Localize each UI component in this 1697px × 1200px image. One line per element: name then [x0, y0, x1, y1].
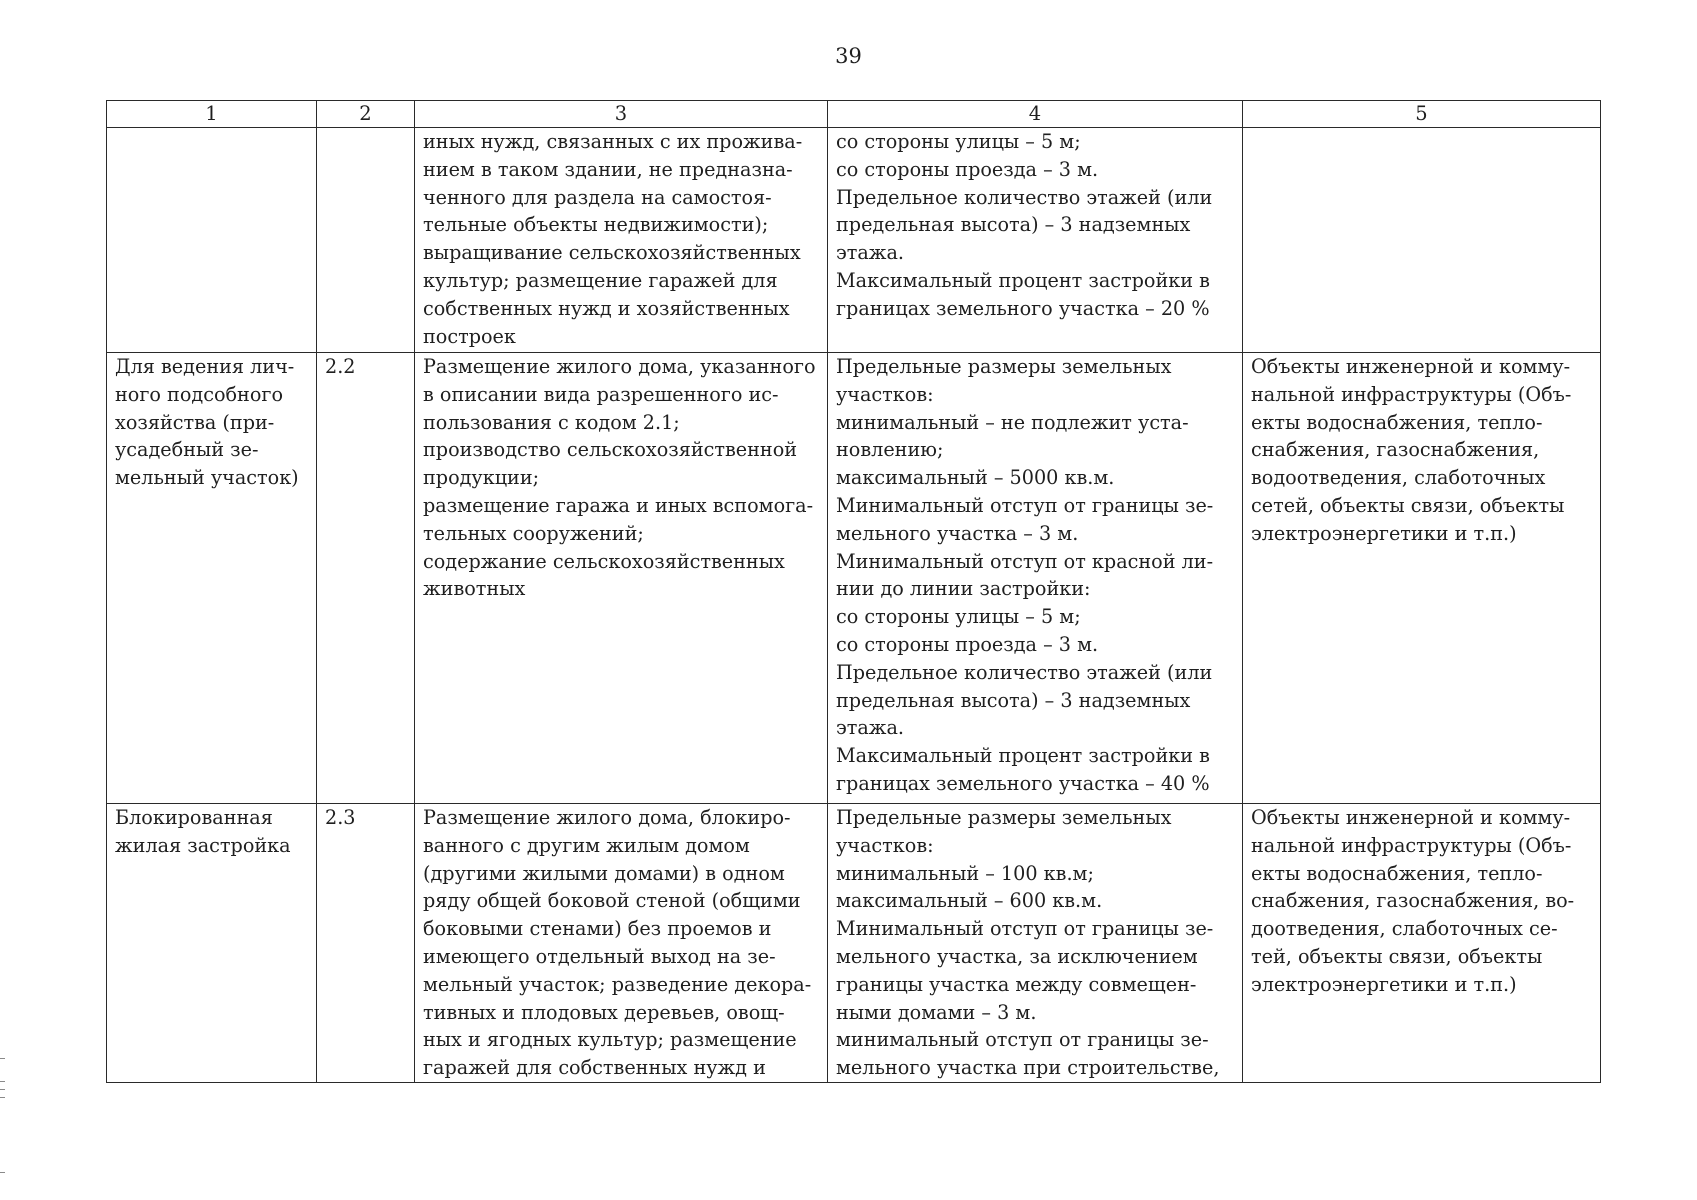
utilities-cell: Объекты инженерной и комму- нальной инфраструктуры (Объ- екты водоснабжения, тепло- снабжения, газоснабжения, водоотведения, слаботочных сетей, объекты связи, объекты электроэнергетики и т.п.) [1243, 353, 1601, 804]
use-name-cell: Для ведения лич- ного подсобного хозяйства (при- усадебный зе- мельный участок) [107, 353, 317, 804]
use-description-cell: Размещение жилого дома, блокиро- ванного с другим жилым домом (другими жилыми домами) в одном ряду общей боковой стеной (общими боковыми стенами) без проемов и имеющего отдельный выход на зе- мельный участок; разведение декора- тивных и плодовых деревьев, овощ- ных и ягодных культур; размещение гаражей для собственных нужд и [415, 804, 828, 1083]
use-code-cell: 2.3 [317, 804, 415, 1083]
parameters-cell: со стороны улицы – 5 м; со стороны проезда – 3 м. Предельное количество этажей (или предельная высота) – 3 надземных этажа. Максимальный процент застройки в границах земельного участка – 20 % [828, 128, 1243, 353]
scan-margin-mark [0, 1172, 5, 1173]
parameters-cell: Предельные размеры земельных участков: минимальный – 100 кв.м; максимальный – 600 кв.м. Минимальный отступ от границы зе- мельного участка, за исключением границы участка между совмещен- ными домами – 3 м. минимальный отступ от границы зе- мельного участка при строительстве, [828, 804, 1243, 1083]
parameters-cell: Предельные размеры земельных участков: минимальный – не подлежит уста- новлению; максимальный – 5000 кв.м. Минимальный отступ от границы зе- мельного участка – 3 м. Минимальный отступ от красной ли- нии до линии застройки: со стороны улицы – 5 м; со стороны проезда – 3 м. Предельное количество этажей (или предельная высота) – 3 надземных этажа. Максимальный процент застройки в границах земельного участка – 40 % [828, 353, 1243, 804]
column-header: 4 [828, 101, 1243, 128]
table-row [107, 804, 1601, 1083]
table-row [107, 128, 1601, 353]
use-name-cell [107, 128, 317, 353]
scan-margin-mark [0, 1058, 5, 1059]
column-header: 3 [415, 101, 828, 128]
use-description-cell: иных нужд, связанных с их прожива- нием в таком здании, не предназна- ченного для раздела на самостоя- тельные объекты недвижимости); выращивание сельскохозяйственных культур; размещение гаражей для собственных нужд и хозяйственных построек [415, 128, 828, 353]
utilities-cell [1243, 128, 1601, 353]
scan-margin-mark [0, 1081, 5, 1082]
utilities-cell: Объекты инженерной и комму- нальной инфраструктуры (Объ- екты водоснабжения, тепло- снабжения, газоснабжения, во- доотведения, слаботочных се- тей, объекты связи, объекты электроэнергетики и т.п.) [1243, 804, 1601, 1083]
table-header-row [107, 101, 1601, 128]
use-description-cell: Размещение жилого дома, указанного в описании вида разрешенного ис- пользования с кодом 2.1; производство сельскохозяйственной продукции; размещение гаража и иных вспомога- тельных сооружений; содержание сельскохозяйственных животных [415, 353, 828, 804]
use-code-cell [317, 128, 415, 353]
zoning-table [106, 100, 1601, 1083]
column-header: 2 [317, 101, 415, 128]
scan-margin-mark [0, 1097, 5, 1098]
use-code-cell: 2.2 [317, 353, 415, 804]
scan-margin-mark [0, 1089, 5, 1090]
page-number: 39 [835, 44, 862, 68]
column-header: 5 [1243, 101, 1601, 128]
use-name-cell: Блокированная жилая застройка [107, 804, 317, 1083]
table-row [107, 353, 1601, 804]
column-header: 1 [107, 101, 317, 128]
